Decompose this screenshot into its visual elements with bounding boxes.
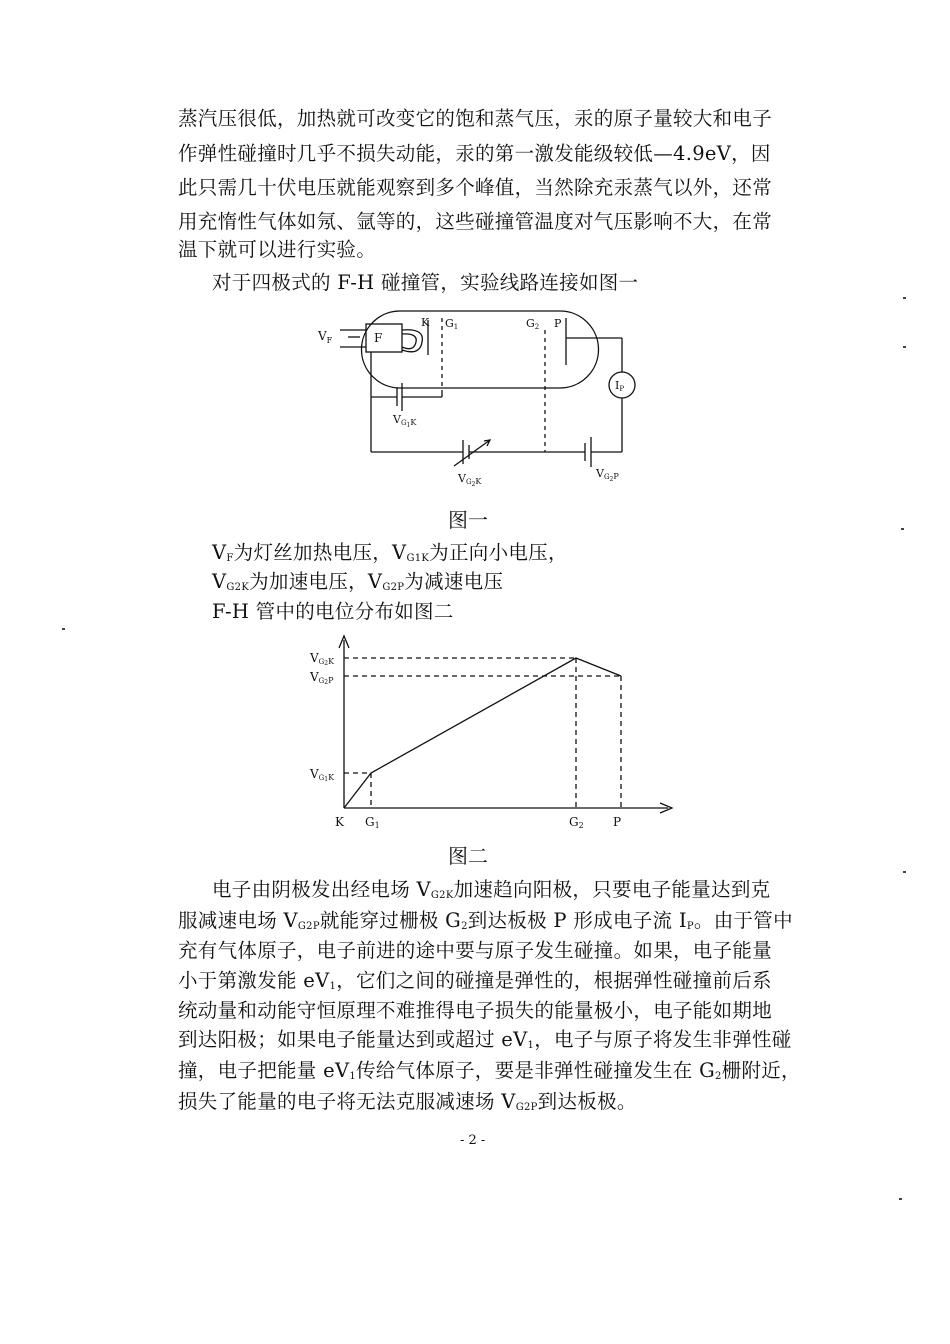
tube-envelope	[362, 311, 599, 388]
label-k: K	[421, 316, 430, 329]
paragraph-4-line-5: 统动量和动能守恒原理不难推得电子损失的能量极小，电子能如期地	[178, 999, 773, 1022]
x-label-g2: G2	[569, 815, 584, 830]
paragraph-1-line-4: 用充惰性气体如氖、氩等的，这些碰撞管温度对气压影响不大，在常	[178, 210, 773, 233]
paragraph-1-line-2: 作弹性碰撞时几乎不损失动能，汞的第一激发能级较低—4.9eV，因	[178, 142, 771, 165]
paragraph-4-line-2: 服减速电场 $V_{G2P}$就能穿过栅极 $G_2$到达板极 P 形成电子流 $I_P$。由于管中	[178, 909, 793, 932]
paragraph-2: 对于四极式的 F-H 碰撞管，实验线路连接如图一	[212, 271, 639, 294]
definition-line-1: $V_F$为灯丝加热电压，$V_{G1K}$为正向小电压，	[212, 541, 568, 564]
scan-speck	[903, 297, 906, 299]
page-number: - 2 -	[460, 1133, 486, 1148]
paragraph-1-line-5: 温下就可以进行实验。	[178, 238, 377, 261]
label-p: P	[554, 317, 562, 330]
label-f: F	[374, 331, 383, 345]
label-vf: $V_F$	[318, 329, 333, 345]
figure-1-circuit-diagram	[300, 300, 660, 500]
y-label-vg1k: VG1K	[310, 767, 335, 783]
definition-line-2: $V_{G2K}$为加速电压，$V_{G2P}$为减速电压	[212, 570, 504, 593]
paragraph-1-line-1: 蒸汽压很低，加热就可改变它的饱和蒸气压，汞的原子量较大和电子	[178, 107, 773, 130]
paragraph-4-line-3: 充有气体原子，电子前进的途中要与原子发生碰撞。如果，电子能量	[178, 939, 773, 962]
potential-curve	[344, 658, 621, 808]
figure-2-caption: 图二	[448, 844, 488, 868]
label-vg2k: VG2K	[458, 472, 482, 488]
y-label-vg2k: VG2K	[310, 651, 335, 667]
filament-box	[366, 324, 402, 352]
scan-speck	[903, 871, 906, 873]
label-vg1k: VG1K	[393, 413, 417, 429]
paragraph-4-line-8: 损失了能量的电子将无法克服减速场 $V_{G2P}$到达板极。	[178, 1090, 637, 1113]
scan-speck	[899, 1198, 902, 1200]
paragraph-4-line-4: 小于第激发能 $eV_1$，它们之间的碰撞是弹性的，根据弹性碰撞前后系	[178, 969, 772, 992]
label-g1: G1	[445, 317, 459, 331]
figure-2-potential-plot	[300, 630, 690, 835]
paragraph-1-line-3: 此只需几十伏电压就能观察到多个峰值，当然除充汞蒸气以外，还常	[178, 176, 773, 199]
paragraph-3: F-H 管中的电位分布如图二	[212, 600, 454, 623]
x-label-g1: G1	[365, 815, 380, 830]
paragraph-4-line-7: 撞，电子把能量 $eV_1$传给气体原子，要是非弹性碰撞发生在 $G_2$栅附近，	[178, 1059, 801, 1082]
y-label-vg2p: VG2P	[310, 670, 334, 686]
label-vg2p: VG2P	[596, 467, 619, 483]
figure-1-caption: 图一	[448, 508, 488, 532]
scan-speck	[62, 628, 65, 630]
x-label-k: K	[335, 815, 344, 829]
label-ip: IP	[615, 379, 625, 393]
paragraph-4-line-1: 电子由阴极发出经电场 $V_{G2K}$加速趋向阳极，只要电子能量达到克	[212, 878, 771, 901]
scan-speck	[901, 528, 904, 530]
x-label-p: P	[613, 815, 622, 829]
paragraph-4-line-6: 到达阳极；如果电子能量达到或超过 $eV_1$，电子与原子将发生非弹性碰	[178, 1028, 792, 1051]
scan-speck	[903, 346, 906, 348]
label-g2: G2	[526, 317, 540, 331]
